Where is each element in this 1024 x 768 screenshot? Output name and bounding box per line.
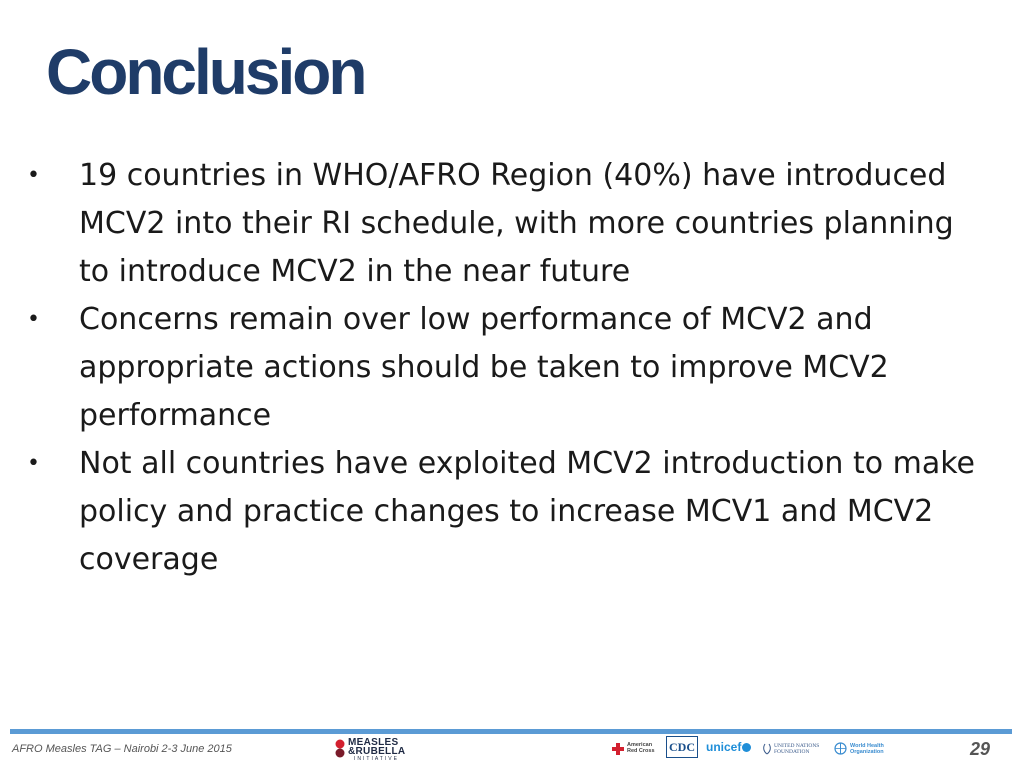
page-number: 29 [969, 739, 990, 759]
cdc-logo: CDC [666, 736, 698, 758]
un-foundation-logo [762, 740, 828, 758]
who-line1: World Health [850, 743, 884, 749]
unf-line2: FOUNDATION [774, 749, 810, 755]
who-text [850, 743, 884, 755]
bullet-text: Not all countries have exploited MCV2 introduction to make policy and practice changes to increase MCV1 and MCV2 coverage [79, 446, 976, 577]
red-cross-icon [612, 743, 624, 755]
red-cross-line2: Red Cross [627, 748, 655, 754]
bullet-list [24, 152, 984, 584]
bullet-glyph: • [27, 163, 40, 188]
american-red-cross-logo [612, 740, 660, 758]
red-cross-text [627, 742, 655, 754]
bullet-text: 19 countries in WHO/AFRO Region (40%) have introduced MCV2 into their RI schedule, with more countries planning to introduce MCV2 in the near future [79, 158, 954, 289]
bullet-item [24, 296, 984, 440]
logo-text-line3: INITIATIVE [354, 756, 399, 762]
unicef-text: unicef [706, 740, 742, 754]
bullet-glyph: • [27, 451, 40, 476]
red-cross-line1: American [627, 742, 653, 748]
bullet-item [24, 440, 984, 584]
bullet-item [24, 152, 984, 296]
drops-icon [334, 739, 346, 759]
logo-text-line1: MEASLES [348, 737, 399, 748]
globe-icon [742, 743, 751, 752]
un-foundation-text [774, 743, 819, 755]
bullet-glyph: • [27, 307, 40, 332]
who-line2: Organization [850, 749, 884, 755]
slide-title: Conclusion [46, 36, 365, 108]
who-logo [834, 740, 892, 758]
logo-text-line2: &RUBELLA [348, 746, 406, 757]
measles-rubella-initiative-logo [334, 736, 414, 762]
bullet-text: Concerns remain over low performance of MCV2 and appropriate actions should be taken to improve MCV2 performance [79, 302, 889, 433]
who-emblem-icon [834, 742, 847, 755]
footer-divider [10, 729, 1012, 734]
footer-event-text: AFRO Measles TAG – Nairobi 2-3 June 2015 [12, 743, 232, 755]
unicef-logo [706, 740, 751, 758]
unf-line1: UNITED NATIONS [774, 743, 820, 749]
laurel-icon [762, 743, 772, 755]
